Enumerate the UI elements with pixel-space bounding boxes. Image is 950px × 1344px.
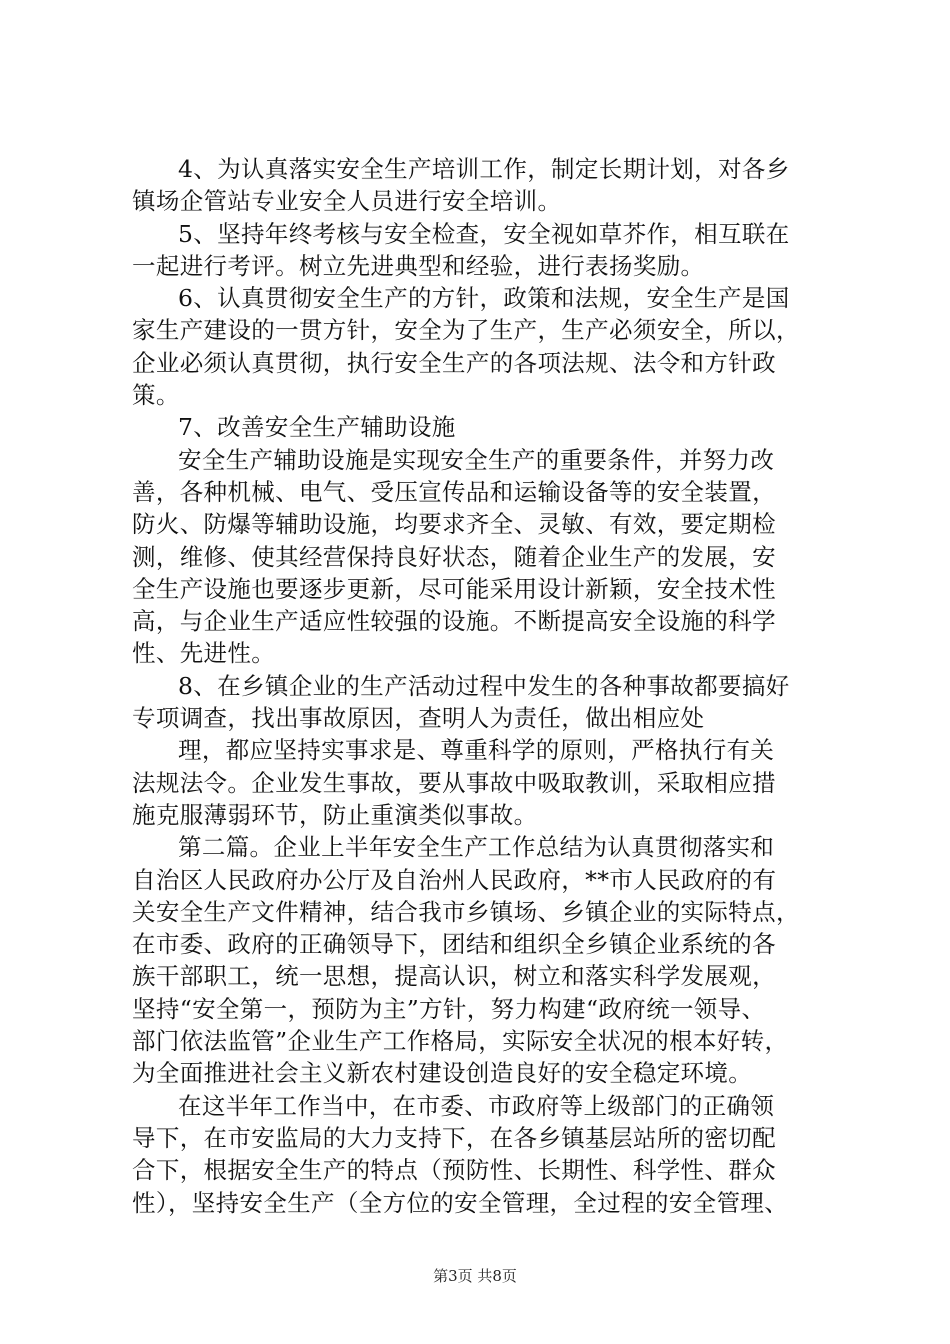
text-line: 族干部职工，统一思想，提高认识，树立和落实科学发展观， bbox=[132, 962, 776, 991]
text-line: 测，维修、使其经营保持良好状态，随着企业生产的发展，安 bbox=[132, 542, 776, 571]
text-line: 性、先进性。 bbox=[132, 639, 276, 668]
text-line: 7、改善安全生产辅助设施 bbox=[178, 413, 456, 442]
text-line: 法规法令。企业发生事故，要从事故中吸取教训，采取相应措 bbox=[132, 768, 776, 797]
text-line: 一起进行考评。树立先进典型和经验，进行表扬奖励。 bbox=[132, 251, 705, 280]
text-line: 策。 bbox=[132, 381, 180, 410]
text-line: 坚持“安全第一，预防为主”方针，努力构建“政府统一领导、 bbox=[132, 994, 766, 1023]
text-line: 高，与企业生产适应性较强的设施。不断提高安全设施的科学 bbox=[132, 607, 776, 636]
text-line: 理，都应坚持实事求是、尊重科学的原则，严格执行有关 bbox=[178, 736, 775, 765]
text-line: 自治区人民政府办公厅及自治州人民政府，**市人民政府的有 bbox=[132, 865, 777, 894]
text-line: 安全生产辅助设施是实现安全生产的重要条件，并努力改 bbox=[178, 445, 775, 474]
text-line: 第二篇。企业上半年安全生产工作总结为认真贯彻落实和 bbox=[178, 833, 775, 862]
text-line: 6、认真贯彻安全生产的方针，政策和法规，安全生产是国 bbox=[178, 284, 790, 313]
text-line: 全生产设施也要逐步更新，尽可能采用设计新颖，安全技术性 bbox=[132, 574, 776, 603]
text-line: 合下，根据安全生产的特点（预防性、长期性、科学性、群众 bbox=[132, 1156, 776, 1185]
text-line: 8、在乡镇企业的生产活动过程中发生的各种事故都要搞好 bbox=[178, 671, 790, 700]
text-line: 4、为认真落实安全生产培训工作，制定长期计划，对各乡 bbox=[178, 155, 790, 183]
text-line: 部门依法监管”企业生产工作格局，实际安全状况的根本好转， bbox=[132, 1027, 789, 1056]
text-line: 导下，在市安监局的大力支持下，在各乡镇基层站所的密切配 bbox=[132, 1123, 776, 1152]
page-number: 第3页 共8页 bbox=[433, 1267, 517, 1285]
page-footer bbox=[0, 1265, 950, 1286]
text-line: 专项调查，找出事故原因，查明人为责任，做出相应处 bbox=[132, 704, 705, 733]
text-line: 镇场企管站专业安全人员进行安全培训。 bbox=[132, 187, 562, 216]
text-line: 防火、防爆等辅助设施，均要求齐全、灵敏、有效，要定期检 bbox=[132, 510, 776, 539]
document-body bbox=[132, 153, 832, 1219]
text-line: 善，各种机械、电气、受压宣传品和运输设备等的安全装置， bbox=[132, 477, 776, 506]
text-line: 企业必须认真贯彻，执行安全生产的各项法规、法令和方针政 bbox=[132, 348, 776, 377]
text-line: 在这半年工作当中，在市委、市政府等上级部门的正确领 bbox=[178, 1091, 775, 1120]
text-line: 施克服薄弱环节，防止重演类似事故。 bbox=[132, 800, 538, 829]
text-line: 为全面推进社会主义新农村建设创造良好的安全稳定环境。 bbox=[132, 1059, 753, 1088]
text-line: 5、坚持年终考核与安全检查，安全视如草芥作，相互联在 bbox=[178, 219, 790, 248]
text-line: 性），坚持安全生产（全方位的安全管理，全过程的安全管理、 bbox=[132, 1188, 789, 1217]
text-line: 关安全生产文件精神，结合我市乡镇场、乡镇企业的实际特点， bbox=[132, 897, 800, 926]
text-line: 家生产建设的一贯方针，安全为了生产，生产必须安全，所以， bbox=[132, 316, 800, 345]
text-line: 在市委、政府的正确领导下，团结和组织全乡镇企业系统的各 bbox=[132, 930, 776, 959]
